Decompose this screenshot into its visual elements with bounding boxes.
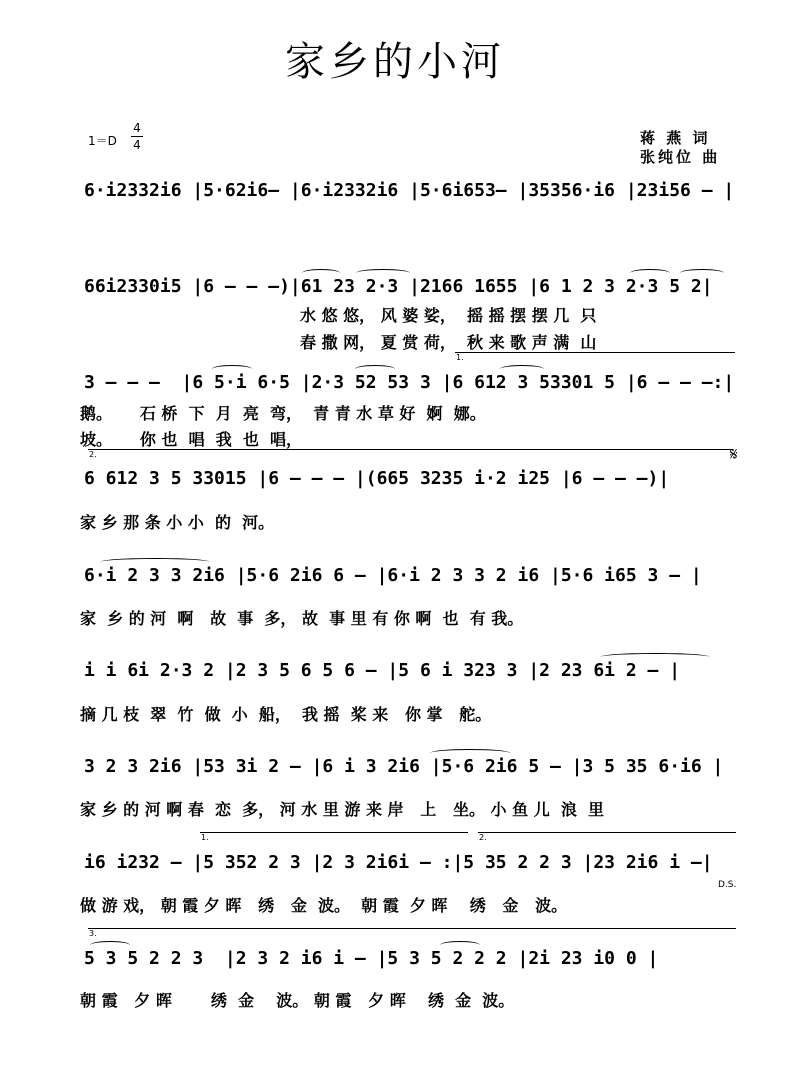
lyric-line-6: 摘 几 枝 翠 竹 做 小 船， 我 摇 桨 来 你 掌 舵。 xyxy=(80,705,492,724)
slur-arc xyxy=(302,269,340,277)
slur-arc xyxy=(630,269,670,277)
notation-line-2: 66i2330i5 |6 – – –)|61 23 2·3 |2166 1655 |6 1 2 3 2·3 5 2| xyxy=(84,276,713,297)
slur-arc xyxy=(600,653,710,661)
lyric-line-2-verse-2: 春 撒 网， 夏 赏 荷， 秋 来 歌 声 满 山 xyxy=(300,333,597,352)
notation-line-8: i6 i232 – |5 352 2 3 |2 3 2i6i – :|5 35 2 2 3 |23 2i6 i –| xyxy=(84,852,713,873)
dal-segno-mark: D.S. xyxy=(718,880,737,890)
notation-line-7: 3 2 3 2i6 |53 3i 2 – |6 i 3 2i6 |5·6 2i6 5 – |3 5 35 6·i6 | xyxy=(84,756,724,777)
notation-line-9: 5 3 5 2 2 3 |2 3 2 i6 i – |5 3 5 2 2 2 |2i 23 i0 0 | xyxy=(84,948,659,969)
lyric-line-3-verse-1: 鹅。 石 桥 下 月 亮 弯， 青 青 水 草 好 婀 娜。 xyxy=(80,404,486,423)
slur-arc xyxy=(355,365,395,373)
notation-line-3: 3 – – – |6 5·i 6·5 |2·3 52 53 3 |6 612 3 53301 5 |6 – – –:| xyxy=(84,372,735,393)
volta-bracket-2 xyxy=(88,449,733,450)
slur-arc xyxy=(500,365,544,373)
lyric-line-8: 做 游 戏， 朝 霞 夕 晖 绣 金 波。 朝 霞 夕 晖 绣 金 波。 xyxy=(80,896,568,915)
volta-bracket-1b xyxy=(200,832,468,833)
lyric-line-5: 家 乡 的 河 啊 故 事 多， 故 事 里 有 你 啊 也 有 我。 xyxy=(80,609,524,628)
volta-number-2b: 2. xyxy=(479,833,487,842)
lyric-line-3-verse-2: 坡。 你 也 唱 我 也 唱， xyxy=(80,430,302,449)
slur-arc xyxy=(440,941,480,949)
composer-credit: 张纯位 曲 xyxy=(640,148,721,166)
volta-bracket-1 xyxy=(455,352,735,353)
lyric-line-7: 家 乡 的 河 啊 春 恋 多， 河 水 里 游 来 岸 上 坐。 小 鱼 儿 浪 里 xyxy=(80,800,604,819)
slur-arc xyxy=(100,558,210,566)
time-top: 4 xyxy=(133,121,141,135)
segno-sign: 𝄋 xyxy=(730,444,738,465)
volta-number-2: 2. xyxy=(89,450,97,459)
volta-bracket-3 xyxy=(88,928,736,929)
slur-arc xyxy=(90,941,130,949)
notation-line-1: 6·i2332i6 |5·62i6– |6·i2332i6 |5·6i653– |35356·i6 |23i56 – | xyxy=(84,180,735,201)
volta-number-1: 1. xyxy=(456,353,464,362)
slur-arc xyxy=(212,365,252,373)
volta-number-1b: 1. xyxy=(201,833,209,842)
notation-line-6: i i 6i 2·3 2 |2 3 5 6 5 6 – |5 6 i 323 3 |2 23 6i 2 – | xyxy=(84,660,681,681)
lyric-line-9: 朝 霞 夕 晖 绣 金 波。 朝 霞 夕 晖 绣 金 波。 xyxy=(80,991,515,1010)
slur-arc xyxy=(356,269,410,277)
volta-bracket-2b xyxy=(478,832,736,833)
lyric-line-2-verse-1: 水 悠 悠， 风 婆 娑， 摇 摇 摆 摆 几 只 xyxy=(300,306,597,325)
volta-number-3: 3. xyxy=(89,929,97,938)
key-signature: 1＝D xyxy=(88,134,117,148)
notation-line-5: 6·i 2 3 3 2i6 |5·6 2i6 6 – |6·i 2 3 3 2 i6 |5·6 i65 3 – | xyxy=(84,565,702,586)
time-bottom: 4 xyxy=(131,136,143,153)
song-title: 家乡的小河 xyxy=(285,39,505,85)
time-signature xyxy=(131,120,143,153)
notation-line-4: 6 612 3 5 33015 |6 – – – |(665 3235 i·2 i25 |6 – – –)| xyxy=(84,468,670,489)
lyric-line-4: 家 乡 那 条 小 小 的 河。 xyxy=(80,513,275,532)
slur-arc xyxy=(430,749,510,757)
lyricist-credit: 蒋 燕 词 xyxy=(640,129,711,147)
slur-arc xyxy=(680,269,724,277)
